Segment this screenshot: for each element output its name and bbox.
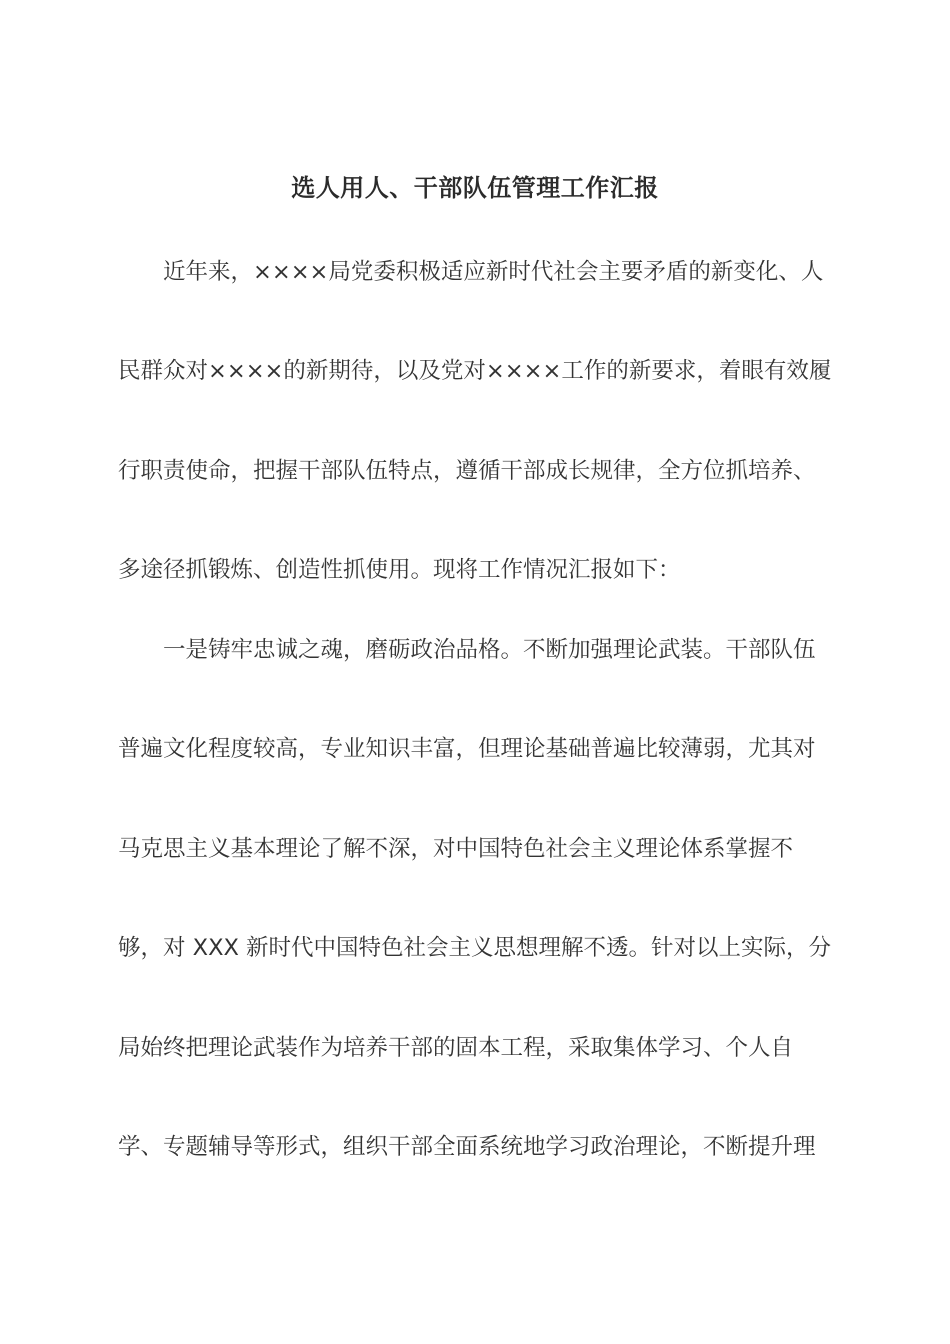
paragraph-line: 民群众对××××的新期待，以及党对××××工作的新要求，着眼有效履 <box>118 358 832 384</box>
paragraph-line: 够，对 XXX 新时代中国特色社会主义思想理解不透。针对以上实际，分 <box>118 935 832 961</box>
paragraph-line: 学、专题辅导等形式，组织干部全面系统地学习政治理论，不断提升理 <box>118 1134 816 1160</box>
paragraph-line: 一是铸牢忠诚之魂，磨砺政治品格。不断加强理论武装。干部队伍 <box>163 637 816 663</box>
paragraph-line: 多途径抓锻炼、创造性抓使用。现将工作情况汇报如下： <box>118 557 681 583</box>
paragraph-line: 马克思主义基本理论了解不深，对中国特色社会主义理论体系掌握不 <box>118 836 794 862</box>
document-title: 选人用人、干部队伍管理工作汇报 <box>291 174 659 202</box>
paragraph-line: 普遍文化程度较高，专业知识丰富，但理论基础普遍比较薄弱，尤其对 <box>118 736 816 762</box>
paragraph-line: 近年来，××××局党委积极适应新时代社会主要矛盾的新变化、人 <box>163 259 824 285</box>
paragraph-line: 行职责使命，把握干部队伍特点，遵循干部成长规律，全方位抓培养、 <box>118 458 816 484</box>
paragraph-line: 局始终把理论武装作为培养干部的固本工程，采取集体学习、个人自 <box>118 1035 794 1061</box>
